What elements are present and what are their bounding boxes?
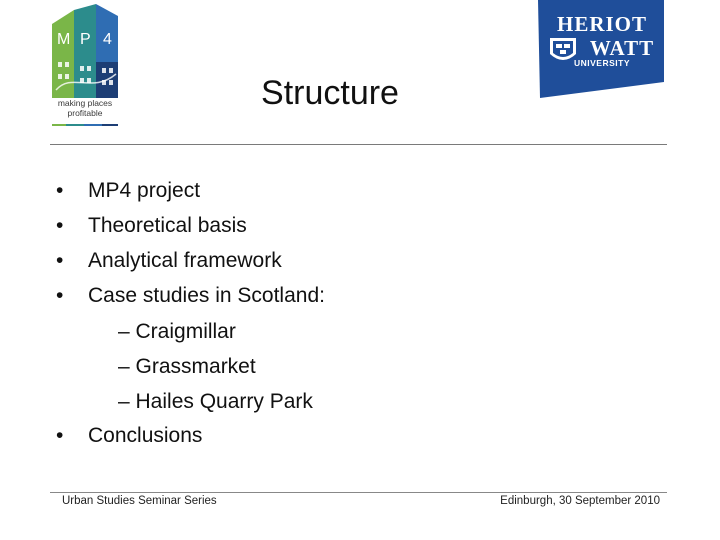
mp4-letter-m: M: [57, 31, 71, 48]
bullet-text: Analytical framework: [88, 249, 282, 272]
sub-bullet-item: – Craigmillar: [118, 320, 236, 343]
hw-name-line3: UNIVERSITY: [573, 58, 630, 68]
mp4-letter-4: 4: [103, 31, 112, 48]
bullet-text: MP4 project: [88, 179, 201, 202]
bullet-text: Case studies in Scotland:: [88, 284, 325, 307]
mp4-letter-p: P: [80, 31, 91, 48]
mp4-logo-graphic: [52, 2, 124, 98]
footer-date: Edinburgh, 30 September 2010: [500, 495, 660, 507]
hw-name-line2: WATT: [589, 36, 655, 60]
hw-name-line1: HERIOT: [556, 12, 648, 36]
bullet-text: Theoretical basis: [88, 214, 247, 237]
bullet-marker: •: [56, 424, 64, 447]
mp4-tagline-line2: profitable: [67, 108, 103, 118]
bullet-marker: •: [56, 249, 64, 272]
sub-bullet-item: – Hailes Quarry Park: [118, 390, 313, 413]
title-divider: [50, 144, 667, 145]
mp4-tagline: [52, 98, 118, 118]
bullet-marker: •: [56, 284, 64, 307]
footer-divider: [50, 492, 667, 493]
hw-crest-icon: [550, 38, 576, 60]
slide-title: Structure: [261, 74, 399, 112]
sub-bullet-item: – Grassmarket: [118, 355, 256, 378]
bullet-marker: •: [56, 214, 64, 237]
heriot-watt-logo: [536, 0, 666, 100]
mp4-logo: [52, 2, 124, 130]
mp4-underline: [52, 124, 118, 128]
footer-series: Urban Studies Seminar Series: [62, 495, 217, 507]
mp4-tagline-line1: making places: [57, 98, 113, 108]
bullet-marker: •: [56, 179, 64, 202]
bullet-text: Conclusions: [88, 424, 203, 447]
